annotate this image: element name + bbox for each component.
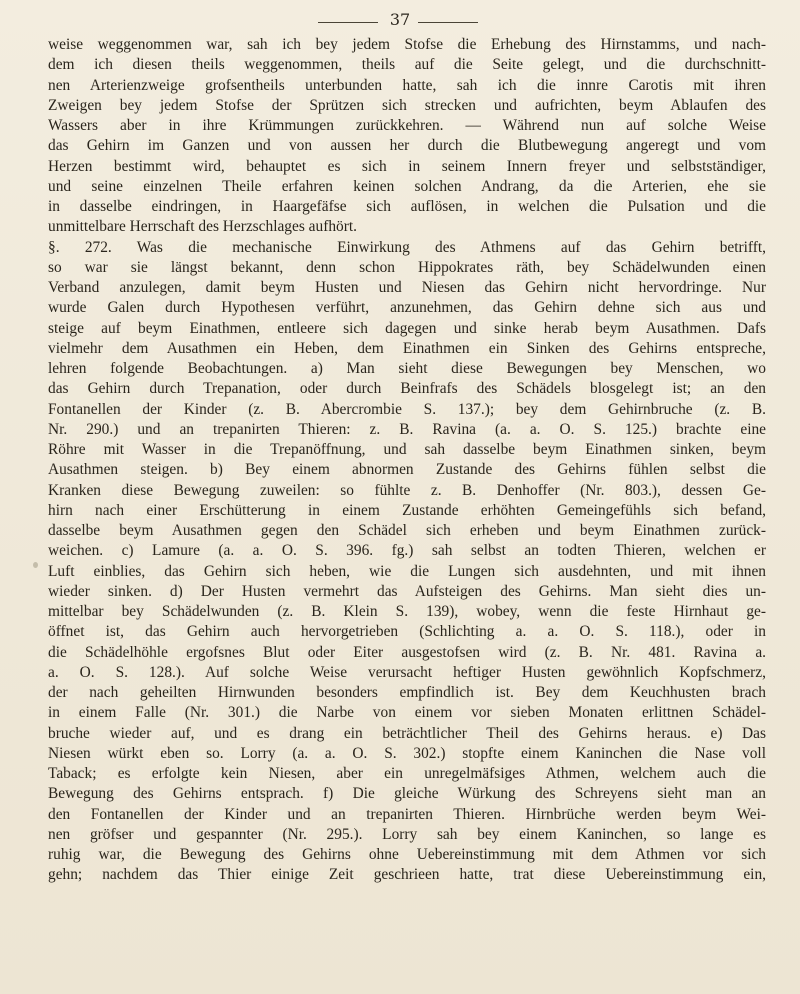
text-line: steige auf beym Einathmen, entleere sich dagegen und sinke herab beym Ausathmen. Dafs: [48, 319, 766, 337]
text-line: Taback; es erfolgte kein Niesen, aber ein unregelmäfsiges Athmen, welchem auch die: [48, 765, 766, 782]
text-line: ruhig war, die Bewegung des Gehirns ohne Uebereinstimmung mit dem Athmen vor sich: [48, 846, 766, 863]
text-line: öffnet ist, das Gehirn auch hervorgetrieben (Schlichting a. a. O. S. 118.), oder in: [48, 623, 766, 641]
text-line: weise weggenommen war, sah ich bey jedem Stofse die Erhebung des Hirnstamms, und nach-: [48, 36, 766, 53]
text-line: dasselbe beym Ausathmen gegen den Schädel sich erheben und beym Einathmen zurück-: [48, 522, 766, 539]
text-line: Niesen würkt eben so. Lorry (a. a. O. S. 302.) stopfte einem Kaninchen die Nase voll: [48, 744, 766, 762]
page-header: [0, 10, 800, 32]
text-line: wurde Galen durch Hypothesen verführt, anzunehmen, das Gehirn dehne sich aus und: [48, 299, 766, 317]
text-line: Röhre mit Wasser in die Trepanöffnung, und sah dasselbe beym Einathmen sinken, beym: [48, 441, 766, 458]
text-line: §. 272. Was die mechanische Einwirkung des Athmens auf das Gehirn betrifft,: [48, 238, 766, 256]
text-line: Luft einblies, das Gehirn sich heben, wie die Lungen sich ausdehnten, und mit ihnen: [48, 562, 766, 580]
text-line: Ausathmen steigen. b) Bey einem abnormen Zustande des Gehirns fühlen selbst die: [48, 461, 766, 479]
text-line: so war sie längst bekannt, denn schon Hippokrates räth, bey Schädelwunden einen: [48, 258, 766, 276]
text-line: bruche wieder auf, und es drang ein beträchtlicher Theil des Gehirns heraus. e) Das: [48, 724, 766, 742]
text-line: in dasselbe eindringen, in Haargefäfse sich auflösen, in welchen die Pulsation und die: [48, 198, 766, 215]
header-rule-right: [418, 22, 478, 23]
text-line: wieder sinken. d) Der Husten vermehrt das Aufsteigen des Gehirns. Man sieht dies un-: [48, 582, 766, 600]
text-line: mittelbar bey Schädelwunden (z. B. Klein S. 139), wobey, wenn die feste Hirnhaut ge-: [48, 603, 766, 620]
text-line: Verband anzulegen, damit beym Husten und Niesen das Gehirn nicht hervordringe. Nur: [48, 279, 766, 296]
text-line: das Gehirn durch Trepanation, oder durch Beinfrafs des Schädels blosgelegt ist; an den: [48, 380, 766, 398]
text-line: vielmehr dem Ausathmen ein Heben, dem Einathmen ein Sinken des Gehirns entspreche,: [48, 339, 766, 357]
paper-speck: [33, 562, 38, 568]
text-line: weichen. c) Lamure (a. a. O. S. 396. fg.) sah selbst an todten Thieren, welchen er: [48, 542, 766, 560]
text-line: den Fontanellen der Kinder und an trepanirten Thieren. Hirnbrüche werden beym Wei-: [48, 805, 766, 823]
text-line: dem ich diesen theils weggenommen, theils auf die Seite gelegt, und die durchschnitt-: [48, 56, 766, 74]
text-line: Fontanellen der Kinder (z. B. Abercrombie S. 137.); bey dem Gehirnbruche (z. B.: [48, 400, 766, 418]
text-line: in einem Falle (Nr. 301.) die Narbe von einem vor sieben Monaten erlittnen Schädel-: [48, 704, 766, 722]
text-line: die Schädelhöhle ergofsnes Blut oder Eiter ausgestofsen wird (z. B. Nr. 481. Ravina a.: [48, 643, 766, 661]
text-line: nen gröfser und gespannter (Nr. 295.). Lorry sah bey einem Kaninchen, so lange es: [48, 825, 766, 843]
page-number: 37: [389, 10, 411, 29]
text-line: nen Arterienzweige grofsentheils unterbunden hatte, sah ich die innre Carotis mit ihren: [48, 76, 766, 94]
text-line: Kranken diese Bewegung zuweilen: so fühlte z. B. Denhoffer (Nr. 803.), dessen Ge-: [48, 481, 766, 499]
text-line: Nr. 290.) und an trepanirten Thieren: z. B. Ravina (a. a. O. S. 125.) brachte eine: [48, 420, 766, 438]
header-rule-left: [318, 22, 378, 23]
text-line: hirn nach einer Erschütterung in einem Zustande erhöhten Gemeingefühls sich befand,: [48, 501, 766, 519]
text-line: unmittelbare Herrschaft des Herzschlages aufhört.: [48, 218, 357, 236]
text-line: lehren folgende Beobachtungen. a) Man sieht diese Bewegungen bey Menschen, wo: [48, 360, 766, 377]
text-line: Zweigen bey jedem Stofse der Sprützen sich strecken und aufrichten, beym Ablaufen des: [48, 96, 766, 114]
text-line: Herzen bestimmt wird, behauptet es sich in seinem Innern freyer und selbstständiger,: [48, 157, 766, 175]
text-line: der nach geheilten Hirnwunden besonders empfindlich ist. Bey dem Keuchhusten brach: [48, 684, 766, 701]
text-line: a. O. S. 128.). Auf solche Weise verursacht heftiger Husten gewöhnlich Kopfschmerz,: [48, 663, 766, 681]
text-line: das Gehirn im Ganzen und von aussen her durch die Blutbewegung angeregt und vom: [48, 137, 766, 155]
text-line: Wassers aber in ihre Krümmungen zurückkehren. — Während nun auf solche Weise: [48, 117, 766, 134]
text-line: und seine einzelnen Theile erfahren keinen solchen Andrang, da die Arterien, ehe sie: [48, 177, 766, 195]
text-line: Bewegung des Gehirns entsprach. f) Die gleiche Würkung des Schreyens sieht man an: [48, 785, 766, 803]
body-text: [48, 35, 766, 886]
text-line: gehn; nachdem das Thier einige Zeit geschrieen hatte, trat diese Uebereinstimmung ein,: [48, 866, 766, 884]
